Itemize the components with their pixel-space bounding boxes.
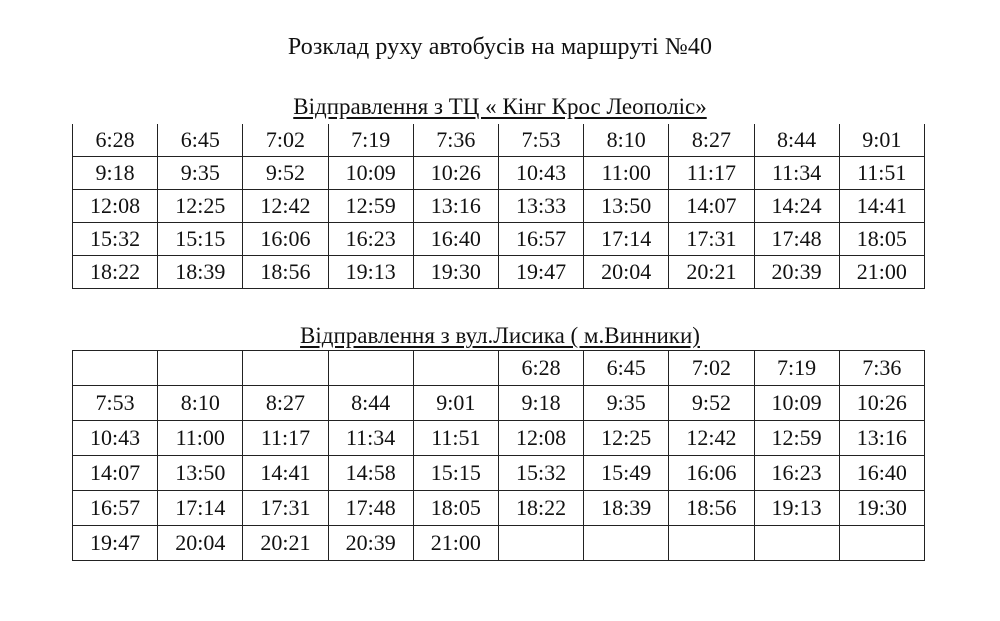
departure-time-cell: 8:27 — [243, 386, 328, 421]
departure-time-cell: 7:19 — [328, 124, 413, 157]
departure-time-cell: 11:34 — [754, 157, 839, 190]
table-row — [73, 456, 925, 491]
departure-time-cell — [839, 526, 924, 561]
departure-time-cell — [413, 351, 498, 386]
departure-time-cell — [754, 526, 839, 561]
departure-time-cell: 14:41 — [839, 190, 924, 223]
table-row — [73, 190, 925, 223]
table-row — [73, 421, 925, 456]
departure-time-cell: 11:17 — [243, 421, 328, 456]
departure-time-cell: 19:30 — [839, 491, 924, 526]
departure-time-cell: 14:07 — [669, 190, 754, 223]
departure-time-cell: 18:39 — [158, 256, 243, 289]
departure-time-cell: 17:48 — [328, 491, 413, 526]
departure-time-cell: 13:16 — [413, 190, 498, 223]
departure-time-cell: 7:53 — [498, 124, 583, 157]
departure-time-cell: 8:10 — [584, 124, 669, 157]
departure-time-cell: 18:22 — [73, 256, 158, 289]
departure-time-cell: 6:28 — [498, 351, 583, 386]
departure-time-cell: 12:08 — [73, 190, 158, 223]
departure-time-cell: 11:00 — [158, 421, 243, 456]
departure-time-cell: 15:32 — [498, 456, 583, 491]
departure-time-cell: 9:18 — [498, 386, 583, 421]
departure-time-cell: 20:39 — [754, 256, 839, 289]
departure-time-cell: 20:39 — [328, 526, 413, 561]
departure-time-cell: 7:36 — [413, 124, 498, 157]
departure-time-cell: 19:13 — [328, 256, 413, 289]
departure-time-cell: 18:05 — [413, 491, 498, 526]
departure-time-cell: 16:40 — [839, 456, 924, 491]
departure-time-cell: 19:30 — [413, 256, 498, 289]
departure-time-cell: 7:36 — [839, 351, 924, 386]
departure-time-cell: 8:44 — [754, 124, 839, 157]
departure-time-cell: 16:23 — [328, 223, 413, 256]
departure-time-cell: 14:58 — [328, 456, 413, 491]
departure-time-cell — [73, 351, 158, 386]
departure-time-cell: 16:06 — [243, 223, 328, 256]
departure-time-cell: 10:09 — [328, 157, 413, 190]
departure-time-cell: 9:01 — [413, 386, 498, 421]
departure-time-cell: 11:51 — [413, 421, 498, 456]
departure-time-cell: 17:48 — [754, 223, 839, 256]
departure-time-cell: 19:47 — [73, 526, 158, 561]
table-row — [73, 124, 925, 157]
departure-time-cell: 16:06 — [669, 456, 754, 491]
departure-time-cell: 10:43 — [73, 421, 158, 456]
departure-time-cell: 11:17 — [669, 157, 754, 190]
departure-time-cell: 16:23 — [754, 456, 839, 491]
departure-time-cell: 18:56 — [243, 256, 328, 289]
departure-time-cell: 16:40 — [413, 223, 498, 256]
section-title-lysyka: Відправлення з вул.Лисика ( м.Винники) — [300, 323, 700, 348]
departure-time-cell: 9:01 — [839, 124, 924, 157]
departure-time-cell: 18:56 — [669, 491, 754, 526]
departure-time-cell: 12:25 — [584, 421, 669, 456]
departure-time-cell: 7:53 — [73, 386, 158, 421]
departure-time-cell: 21:00 — [839, 256, 924, 289]
departure-time-cell: 12:42 — [669, 421, 754, 456]
departure-time-cell: 15:15 — [413, 456, 498, 491]
departure-time-cell — [498, 526, 583, 561]
departure-time-cell: 8:10 — [158, 386, 243, 421]
table-row — [73, 386, 925, 421]
departure-time-cell: 12:42 — [243, 190, 328, 223]
departure-time-cell: 17:31 — [669, 223, 754, 256]
departure-time-cell: 8:27 — [669, 124, 754, 157]
departure-time-cell — [328, 351, 413, 386]
departure-time-cell: 12:25 — [158, 190, 243, 223]
departure-time-cell: 21:00 — [413, 526, 498, 561]
table-row — [73, 351, 925, 386]
departure-time-cell — [669, 526, 754, 561]
table-row — [73, 526, 925, 561]
departure-time-cell: 14:07 — [73, 456, 158, 491]
table-row — [73, 157, 925, 190]
departure-time-cell: 6:28 — [73, 124, 158, 157]
schedule-table-king-cross — [72, 124, 925, 289]
departure-time-cell: 18:39 — [584, 491, 669, 526]
departure-time-cell: 6:45 — [158, 124, 243, 157]
departure-time-cell: 9:35 — [584, 386, 669, 421]
departure-time-cell: 17:31 — [243, 491, 328, 526]
departure-time-cell — [243, 351, 328, 386]
departure-time-cell: 15:49 — [584, 456, 669, 491]
departure-time-cell: 14:41 — [243, 456, 328, 491]
departure-time-cell: 13:50 — [584, 190, 669, 223]
departure-time-cell: 11:34 — [328, 421, 413, 456]
table-row — [73, 223, 925, 256]
departure-time-cell: 8:44 — [328, 386, 413, 421]
departure-time-cell: 7:02 — [669, 351, 754, 386]
departure-time-cell — [158, 351, 243, 386]
departure-time-cell: 16:57 — [73, 491, 158, 526]
departure-time-cell: 15:32 — [73, 223, 158, 256]
departure-time-cell: 9:18 — [73, 157, 158, 190]
departure-time-cell: 20:21 — [669, 256, 754, 289]
table-row — [73, 256, 925, 289]
departure-time-cell: 12:59 — [328, 190, 413, 223]
departure-time-cell: 6:45 — [584, 351, 669, 386]
departure-time-cell: 20:04 — [158, 526, 243, 561]
departure-time-cell: 18:22 — [498, 491, 583, 526]
page-title: Розклад руху автобусів на маршруті №40 — [287, 34, 713, 60]
departure-time-cell: 15:15 — [158, 223, 243, 256]
departure-time-cell: 7:19 — [754, 351, 839, 386]
departure-time-cell: 9:52 — [669, 386, 754, 421]
departure-time-cell — [584, 526, 669, 561]
departure-time-cell: 11:00 — [584, 157, 669, 190]
section-title-king-cross: Відправлення з ТЦ « Кінг Крос Леополіс» — [293, 94, 707, 119]
departure-time-cell: 9:35 — [158, 157, 243, 190]
departure-time-cell: 9:52 — [243, 157, 328, 190]
table-row — [73, 491, 925, 526]
departure-time-cell: 10:09 — [754, 386, 839, 421]
departure-time-cell: 19:13 — [754, 491, 839, 526]
departure-time-cell: 14:24 — [754, 190, 839, 223]
departure-time-cell: 12:59 — [754, 421, 839, 456]
departure-time-cell: 13:33 — [498, 190, 583, 223]
departure-time-cell: 16:57 — [498, 223, 583, 256]
departure-time-cell: 17:14 — [158, 491, 243, 526]
departure-time-cell: 19:47 — [498, 256, 583, 289]
departure-time-cell: 7:02 — [243, 124, 328, 157]
departure-time-cell: 10:26 — [839, 386, 924, 421]
departure-time-cell: 11:51 — [839, 157, 924, 190]
schedule-table-lysyka — [72, 350, 925, 561]
departure-time-cell: 18:05 — [839, 223, 924, 256]
departure-time-cell: 10:43 — [498, 157, 583, 190]
departure-time-cell: 12:08 — [498, 421, 583, 456]
departure-time-cell: 13:50 — [158, 456, 243, 491]
departure-time-cell: 20:21 — [243, 526, 328, 561]
departure-time-cell: 10:26 — [413, 157, 498, 190]
departure-time-cell: 17:14 — [584, 223, 669, 256]
departure-time-cell: 20:04 — [584, 256, 669, 289]
departure-time-cell: 13:16 — [839, 421, 924, 456]
